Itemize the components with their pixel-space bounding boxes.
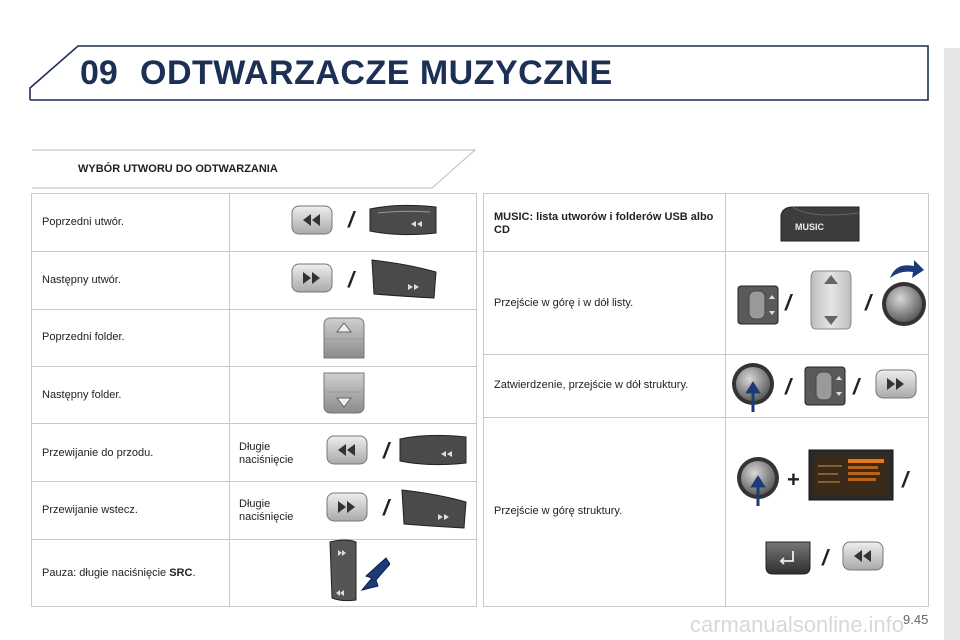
separator: / [853, 374, 860, 399]
steering-control-icon [368, 203, 438, 237]
steering-control-icon [398, 433, 468, 467]
table-row [484, 252, 928, 355]
table-row [32, 540, 476, 606]
separator: / [383, 495, 390, 520]
steering-control-icon [398, 486, 470, 532]
rewind-button-icon [326, 435, 368, 465]
separator: / [348, 207, 355, 232]
row-label: Przejście w górę i w dół listy. [494, 297, 634, 309]
row-label: Przewijanie do przodu. [42, 447, 154, 459]
chapter-title: ODTWARZACZE MUZYCZNE [140, 54, 613, 92]
up-down-button-icon [810, 270, 852, 330]
label-prefix: Pauza: długie naciśnięcie [42, 567, 170, 579]
separator: / [785, 290, 792, 315]
label-bold: SRC [169, 567, 193, 579]
separator: / [902, 467, 909, 492]
rotary-knob-icon [729, 362, 777, 414]
row-label: Przejście w górę struktury. [494, 505, 623, 517]
forward-button-icon [875, 369, 917, 399]
menu-screen-icon [808, 449, 894, 501]
row-note: Długie naciśnięcie [239, 441, 294, 466]
separator: / [822, 545, 829, 570]
table-row [484, 194, 928, 252]
steering-control-icon [326, 538, 390, 602]
back-button-icon [765, 541, 811, 575]
row-label: Poprzedni utwór. [42, 216, 124, 228]
chapter-number: 09 [80, 54, 118, 92]
page-number: 9.45 [903, 612, 929, 627]
music-button-icon [779, 205, 861, 243]
row-label: Poprzedni folder. [42, 331, 125, 343]
row-label: Zatwierdzenie, przejście w dół struktury. [494, 379, 689, 391]
rewind-button-icon [291, 205, 333, 235]
rotary-knob-icon [880, 258, 930, 330]
row-label [42, 567, 196, 580]
down-arrow-button-icon [323, 372, 365, 414]
rotary-knob-icon [734, 456, 782, 508]
steering-control-icon [368, 256, 440, 302]
table-row [484, 355, 928, 418]
forward-button-icon [291, 263, 333, 293]
steering-control-icon [737, 285, 779, 325]
side-bar [944, 48, 960, 640]
label-suffix: . [192, 567, 196, 579]
rewind-button-icon [842, 541, 884, 571]
steering-control-icon [804, 366, 846, 406]
table-row [484, 418, 928, 606]
row-label: Przewijanie wstecz. [42, 504, 138, 516]
forward-button-icon [326, 492, 368, 522]
table-row [32, 367, 476, 424]
watermark: carmanualsonline.info [690, 612, 905, 637]
section-title: WYBÓR UTWORU DO ODTWARZANIA [78, 163, 278, 175]
separator: / [785, 374, 792, 399]
row-note: Długie naciśnięcie [239, 498, 294, 523]
up-arrow-button-icon [323, 317, 365, 359]
music-label: MUSIC [795, 222, 824, 232]
separator: / [348, 267, 355, 292]
plus-sign: + [787, 467, 800, 492]
table-row [32, 310, 476, 367]
separator: / [865, 290, 872, 315]
row-label: Następny folder. [42, 389, 122, 401]
row-label: MUSIC: lista utworów i folderów USB albo CD [494, 211, 714, 236]
separator: / [383, 438, 390, 463]
row-label: Następny utwór. [42, 274, 121, 286]
